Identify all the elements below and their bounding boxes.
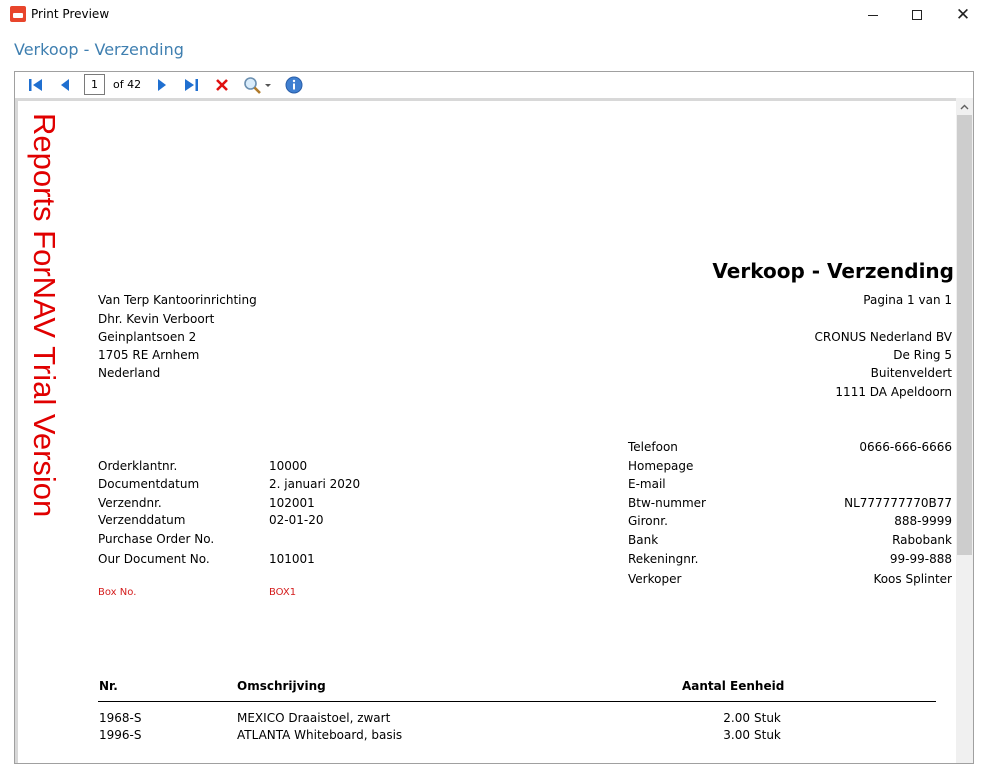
company-info-value: 0666-666-6666 xyxy=(859,440,952,454)
preview-area[interactable] xyxy=(15,98,973,763)
company-info-label: E-mail xyxy=(628,477,666,491)
company-info-label: Homepage xyxy=(628,459,694,473)
previous-page-button[interactable] xyxy=(57,75,73,95)
cancel-button[interactable] xyxy=(213,75,231,95)
box-label: Box No. xyxy=(98,587,137,598)
prev-page-icon xyxy=(59,78,71,92)
doc-info-value: 101001 xyxy=(269,552,315,566)
row-unit: Stuk xyxy=(754,711,781,725)
next-page-icon xyxy=(156,78,168,92)
info-icon xyxy=(285,76,303,94)
doc-info-value: 02-01-20 xyxy=(269,513,324,527)
customer-line: 1705 RE Arnhem xyxy=(98,348,200,362)
company-info-label: Verkoper xyxy=(628,572,682,586)
doc-info-value: 102001 xyxy=(269,496,315,510)
doc-info-label: Documentdatum xyxy=(98,477,200,491)
scroll-up-button[interactable] xyxy=(956,98,973,115)
row-nr: 1996-S xyxy=(99,728,142,742)
trial-watermark xyxy=(22,113,62,543)
minimize-button[interactable] xyxy=(850,0,896,30)
customer-line: Dhr. Kevin Verboort xyxy=(98,312,215,326)
title-bar xyxy=(0,0,988,30)
report-title: Verkoop - Verzending xyxy=(712,259,954,283)
scrollbar-thumb[interactable] xyxy=(957,115,972,555)
close-button[interactable] xyxy=(940,0,986,30)
company-line: De Ring 5 xyxy=(893,348,952,362)
page-number-input[interactable]: 1 xyxy=(84,74,105,95)
zoom-dropdown-button[interactable] xyxy=(240,75,276,95)
last-page-icon xyxy=(183,78,199,92)
page-count-label: of 42 xyxy=(113,78,142,91)
chevron-down-icon xyxy=(263,80,273,90)
company-info-value: NL777777770B77 xyxy=(844,496,952,510)
page-label: Pagina 1 van 1 xyxy=(863,293,952,307)
first-page-button[interactable] xyxy=(27,75,45,95)
doc-info-label: Purchase Order No. xyxy=(98,532,215,546)
box-value: BOX1 xyxy=(269,587,297,598)
window-title: Print Preview xyxy=(31,7,110,21)
last-page-button[interactable] xyxy=(181,75,201,95)
maximize-button[interactable] xyxy=(894,0,940,30)
maximize-icon xyxy=(912,10,922,20)
fornav-app-icon xyxy=(10,6,26,22)
row-quantity: 2.00 xyxy=(723,711,750,725)
row-unit: Stuk xyxy=(754,728,781,742)
company-info-label: Rekeningnr. xyxy=(628,552,699,566)
doc-info-label: Our Document No. xyxy=(98,552,210,566)
company-line: Buitenveldert xyxy=(870,366,952,380)
preview-toolbar xyxy=(15,72,973,98)
cancel-icon xyxy=(215,78,229,92)
close-icon: ✕ xyxy=(955,5,971,25)
customer-line: Geinplantsoen 2 xyxy=(98,330,197,344)
company-info-label: Telefoon xyxy=(628,440,678,454)
print-preview-viewer xyxy=(14,71,974,764)
row-nr: 1968-S xyxy=(99,711,142,725)
column-header-quantity-unit: Aantal Eenheid xyxy=(682,679,785,693)
column-header-nr: Nr. xyxy=(99,679,118,693)
company-line: 1111 DA Apeldoorn xyxy=(835,385,952,399)
row-quantity: 3.00 xyxy=(723,728,750,742)
doc-info-label: Verzendnr. xyxy=(98,496,162,510)
customer-line: Van Terp Kantoorinrichting xyxy=(98,293,257,307)
company-info-value: 99-99-888 xyxy=(889,552,952,566)
vertical-scrollbar[interactable] xyxy=(956,98,973,763)
watermark-text: Reports ForNAV Trial Version xyxy=(27,113,62,518)
doc-info-value: 10000 xyxy=(269,459,308,473)
company-line: CRONUS Nederland BV xyxy=(814,330,952,344)
minimize-icon xyxy=(868,15,878,16)
row-description: ATLANTA Whiteboard, basis xyxy=(237,728,403,742)
company-info-value: Rabobank xyxy=(892,533,952,547)
zoom-icon xyxy=(243,76,263,94)
first-page-icon xyxy=(28,78,44,92)
company-info-label: Gironr. xyxy=(628,514,668,528)
next-page-button[interactable] xyxy=(154,75,170,95)
column-header-description: Omschrijving xyxy=(237,679,326,693)
report-heading: Verkoop - Verzending xyxy=(14,40,184,59)
company-info-value: Koos Splinter xyxy=(873,572,952,586)
company-info-label: Bank xyxy=(628,533,659,547)
company-info-label: Btw-nummer xyxy=(628,496,706,510)
chevron-up-icon xyxy=(960,104,969,110)
doc-info-label: Verzenddatum xyxy=(98,513,186,527)
table-header-divider xyxy=(98,701,936,702)
doc-info-label: Orderklantnr. xyxy=(98,459,178,473)
row-description: MEXICO Draaistoel, zwart xyxy=(237,711,391,725)
report-page xyxy=(18,101,956,763)
customer-line: Nederland xyxy=(98,366,161,380)
company-info-value: 888-9999 xyxy=(894,514,952,528)
info-button[interactable] xyxy=(284,75,304,95)
doc-info-value: 2. januari 2020 xyxy=(269,477,361,491)
